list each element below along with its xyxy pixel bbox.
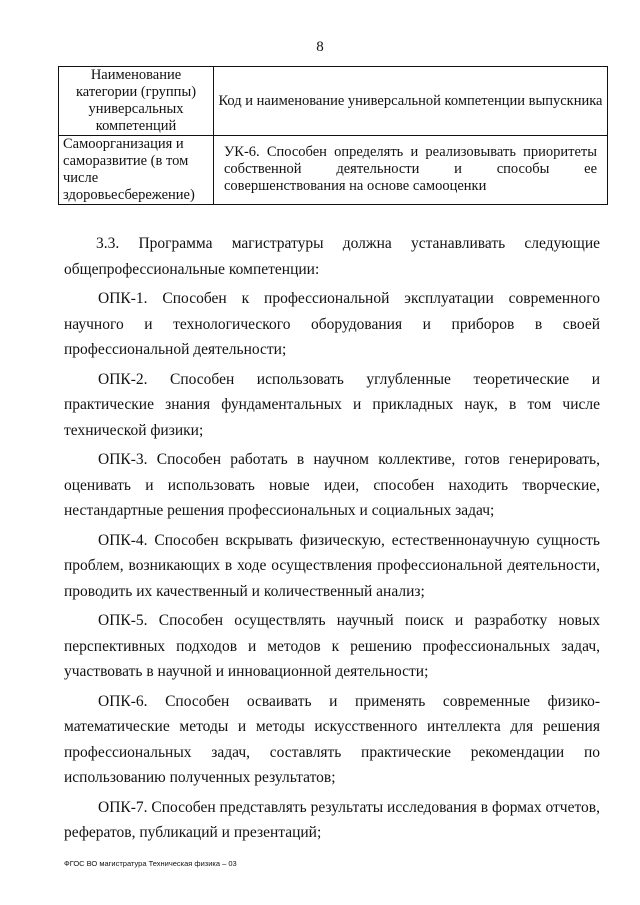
table-row (59, 136, 608, 205)
table-header-row (59, 67, 608, 136)
section-body (64, 231, 600, 850)
competence-item-opk2: ОПК-2. Способен использовать углубленные теоретические и практические знания фундаментальных и прикладных наук, в том числе технической физики; (64, 370, 600, 439)
section-intro: 3.3. Программа магистратуры должна устанавливать следующие общепрофессиональные компетенции: (64, 235, 600, 278)
page-number: 8 (316, 39, 324, 55)
competence-item-opk7: ОПК-7. Способен представлять результаты исследования в формах отчетов, рефератов, публикаций и презентаций; (64, 798, 600, 841)
competence-table (58, 66, 608, 205)
table-cell-competence: УК-6. Способен определять и реализовывать приоритеты собственной деятельности и способы ее совершенствования на основе самооценки (214, 136, 608, 205)
competence-item-opk1: ОПК-1. Способен к профессиональной эксплуатации современного научного и технологического оборудования и приборов в своей профессиональной деятельности; (64, 290, 600, 358)
table-header-category: Наименование категории (группы) универсальных компетенций (59, 67, 214, 136)
competence-item-opk4: ОПК-4. Способен вскрывать физическую, естественнонаучную сущность проблем, возникающих в ходе осуществления профессиональной деятельности, проводить их качественный и количественный анализ; (64, 531, 600, 600)
competence-item-opk6: ОПК-6. Способен осваивать и применять современные физико-математические методы и методы искусственного интеллекта для решения профессиональных задач, составлять практические рекомендации по использованию полученных результатов; (64, 692, 600, 786)
table-header-competence: Код и наименование универсальной компетенции выпускника (214, 67, 608, 136)
competence-item-opk5: ОПК-5. Способен осуществлять научный поиск и разработку новых перспективных подходов и методов к решению профессиональных задач, участвовать в научной и инновационной деятельности; (64, 612, 600, 680)
competence-item-opk3: ОПК-3. Способен работать в научном коллективе, готов генерировать, оценивать и использовать новые идеи, способен находить творческие, нестандартные решения профессиональных и социальных задач; (64, 451, 600, 519)
page-footer: ФГОС ВО магистратура Техническая физика – 03 (64, 859, 237, 868)
table-cell-category: Самоорганизация и саморазвитие (в том числе здоровьесбережение) (59, 136, 214, 205)
